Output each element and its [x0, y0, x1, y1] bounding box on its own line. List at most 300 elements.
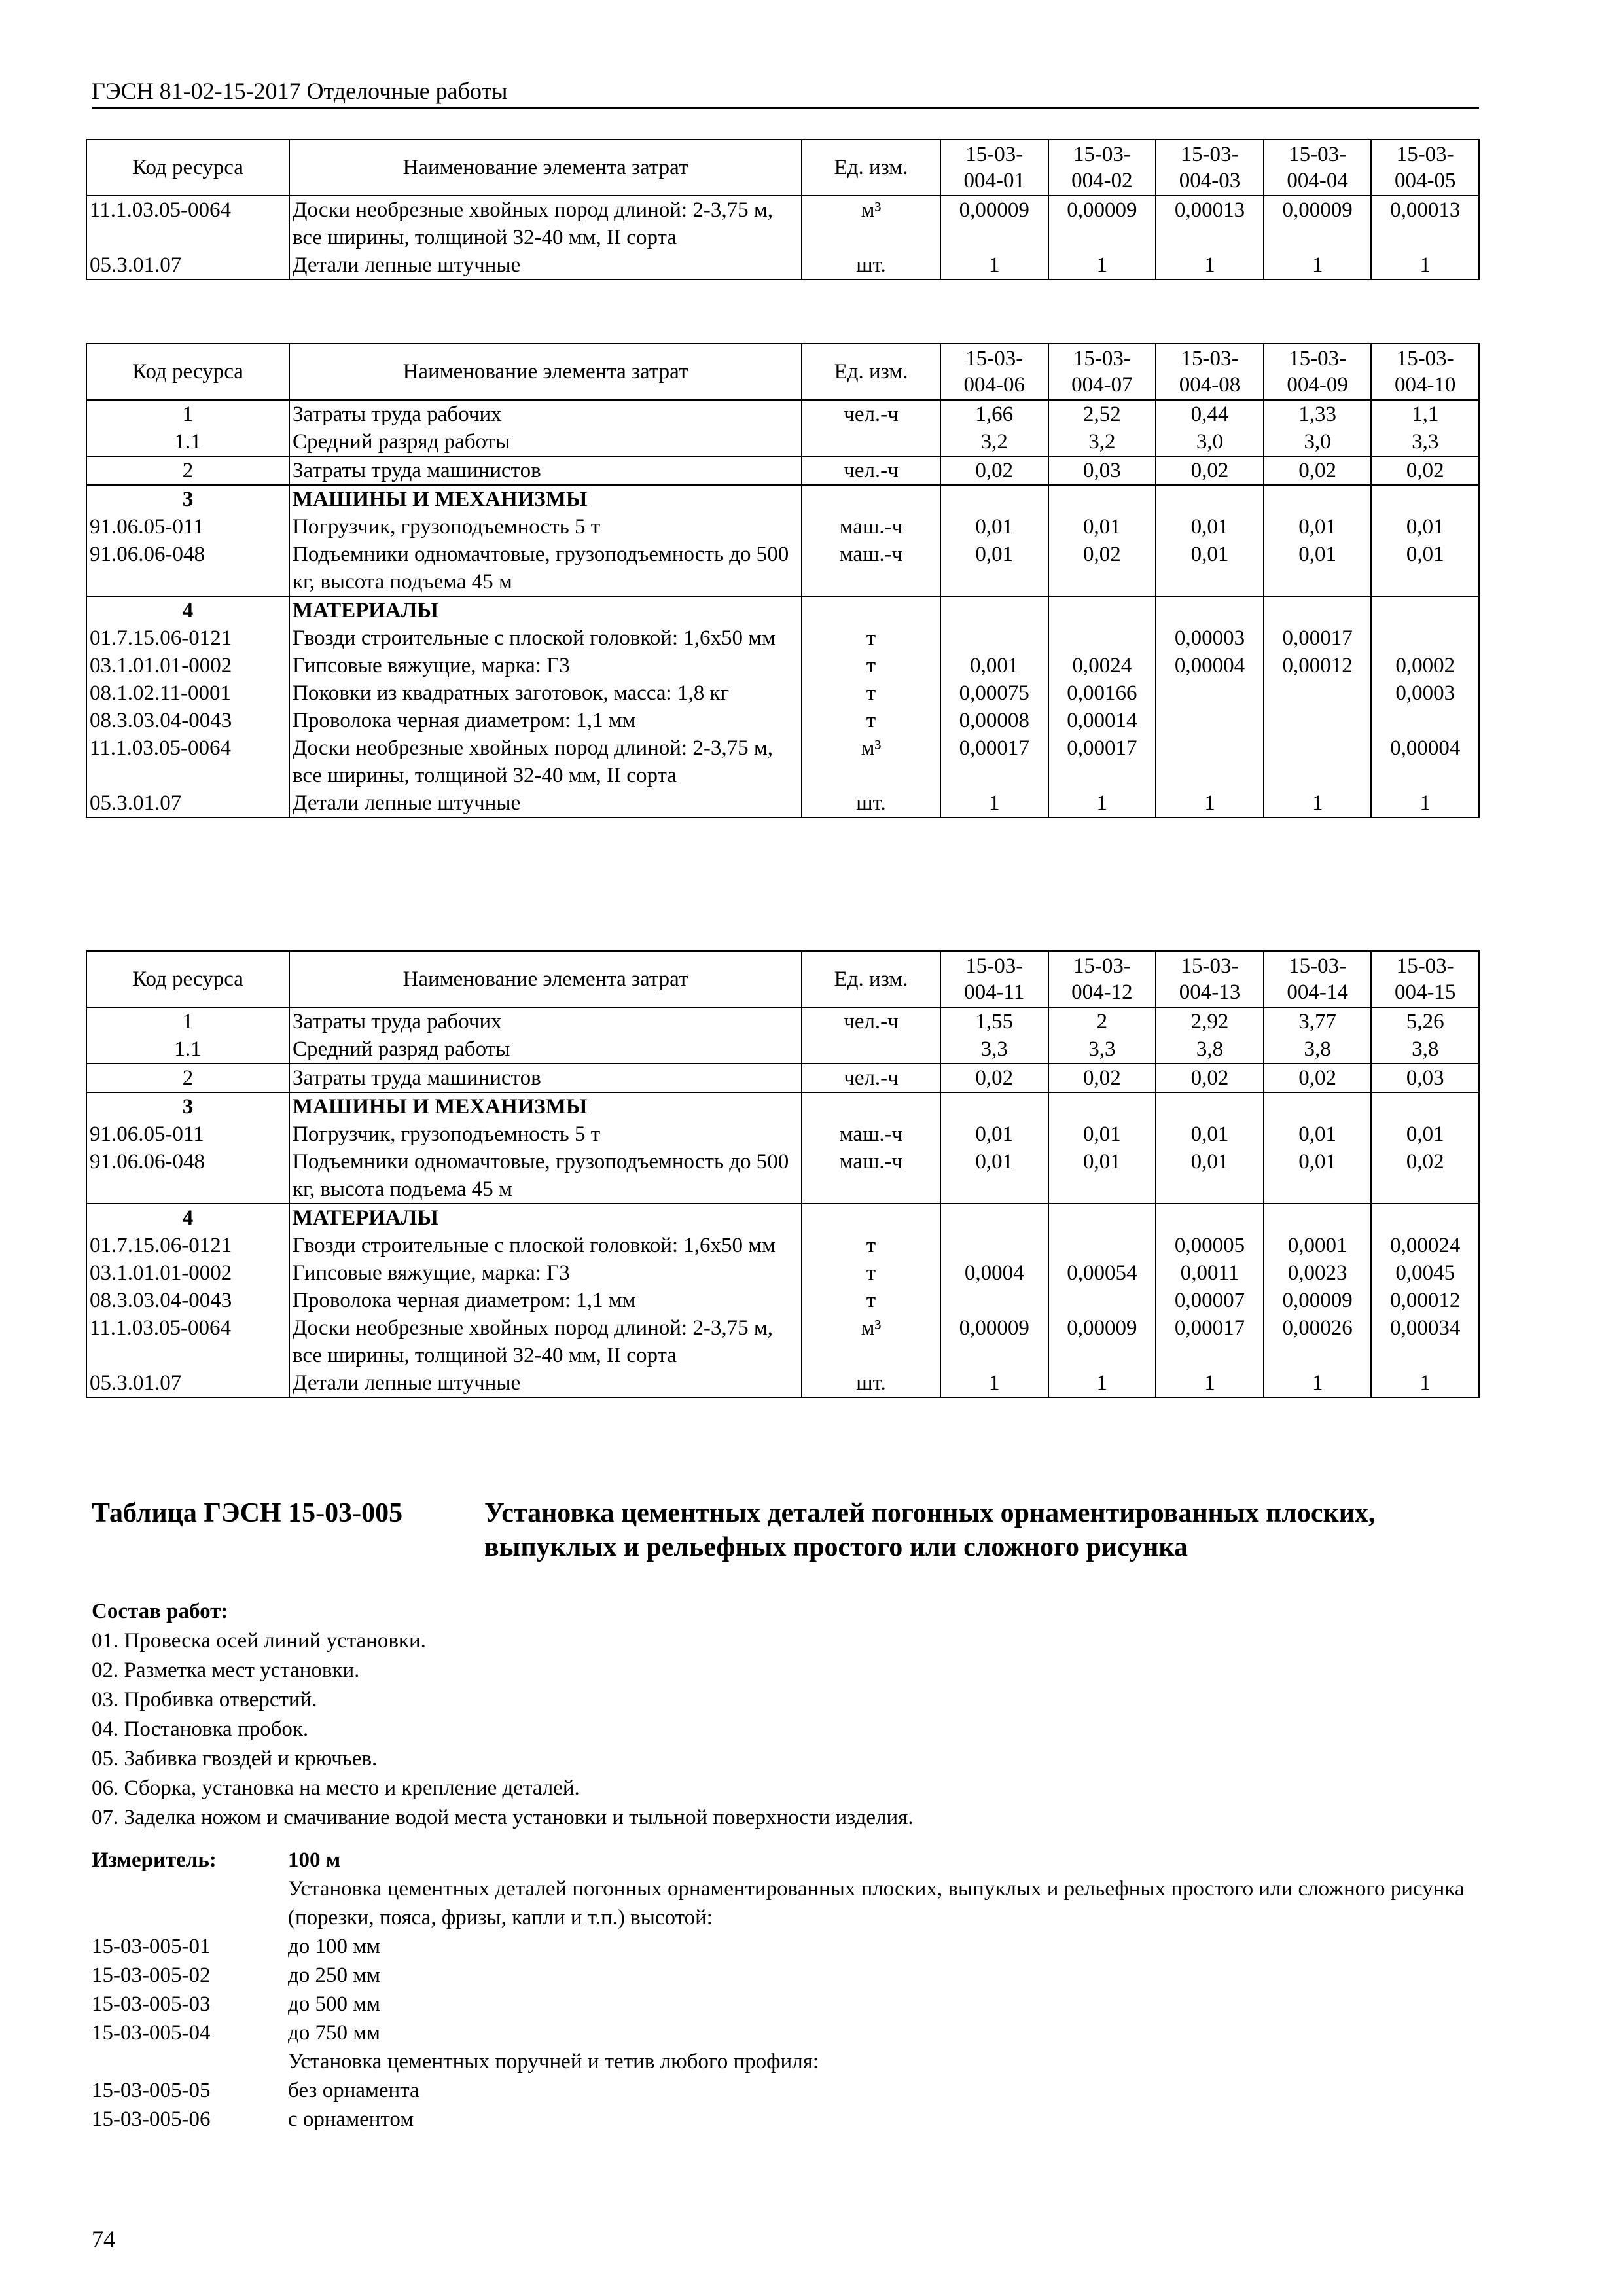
resource-unit — [802, 428, 940, 456]
norm-value — [1264, 596, 1372, 624]
norm-value: 1 — [1048, 1369, 1156, 1397]
resource-unit: шт. — [802, 789, 940, 817]
norm-value: 0,001 — [940, 652, 1048, 679]
norm-value: 0,01 — [1371, 541, 1479, 596]
norm-code: 15-03-005-06 — [92, 2108, 211, 2131]
resource-name: Гипсовые вяжущие, марка: Г3 — [289, 652, 802, 679]
norm-value: 0,01 — [1264, 513, 1372, 541]
norm-value: 0,00012 — [1264, 652, 1372, 679]
resource-unit: чел.-ч — [802, 1007, 940, 1035]
resource-code: 11.1.03.05-0064 — [86, 734, 289, 789]
resource-name: Гвозди строительные с плоской головкой: 1,6x50 мм — [289, 624, 802, 652]
table-header-row — [86, 344, 1479, 400]
norm-value — [940, 1287, 1048, 1314]
measure-row — [92, 1932, 1479, 1961]
table-row — [86, 1064, 1479, 1092]
measure-header — [92, 1846, 1479, 1874]
work-item: 06. Сборка, установка на место и крепление деталей. — [92, 1776, 580, 1800]
norm-description: до 250 мм — [288, 1964, 381, 1987]
norm-value: 0,00012 — [1371, 1287, 1479, 1314]
norm-value: 0,00004 — [1371, 734, 1479, 789]
resource-name: Доски необрезные хвойных пород длиной: 2-3,75 м, все ширины, толщиной 32-40 мм, II сорта — [289, 1314, 802, 1369]
norm-value: 0,02 — [1156, 1064, 1264, 1092]
resource-code: 3 — [86, 1092, 289, 1121]
resource-unit: чел.-ч — [802, 400, 940, 428]
norm-value: 0,02 — [1156, 456, 1264, 485]
resource-unit — [802, 1204, 940, 1232]
norm-value: 0,01 — [1048, 1148, 1156, 1204]
norm-value: 3,8 — [1371, 1035, 1479, 1064]
norm-value — [1048, 1287, 1156, 1314]
norm-value: 0,00003 — [1156, 624, 1264, 652]
resource-code: 05.3.01.07 — [86, 251, 289, 279]
norm-value: 0,01 — [1156, 541, 1264, 596]
norm-value: 0,02 — [1048, 541, 1156, 596]
norm-value: 0,02 — [940, 1064, 1048, 1092]
norm-value: 2,92 — [1156, 1007, 1264, 1035]
norm-code: 15-03-005-04 — [92, 2021, 211, 2045]
table-row — [86, 596, 1479, 624]
resource-name: Средний разряд работы — [289, 1035, 802, 1064]
norm-value: 0,02 — [1048, 1064, 1156, 1092]
norm-value — [1264, 485, 1372, 513]
norm-value: 0,00009 — [1264, 1287, 1372, 1314]
norm-value: 0,00005 — [1156, 1232, 1264, 1259]
norm-value: 0,02 — [1371, 456, 1479, 485]
norm-value — [1156, 1092, 1264, 1121]
norm-header: 15-03- 004-05 — [1371, 139, 1479, 196]
measure-row — [92, 2047, 1479, 2076]
resource-unit — [802, 1092, 940, 1121]
norm-value — [1264, 1204, 1372, 1232]
work-item: 02. Разметка мест установки. — [92, 1659, 360, 1682]
norm-value: 0,0003 — [1371, 679, 1479, 707]
resource-unit — [802, 596, 940, 624]
work-composition-heading: Состав работ: — [92, 1600, 228, 1623]
norm-description: Установка цементных деталей погонных орнаментированных плоских, выпуклых и рельефных простого или сложного рисунка (порезки, пояса, фризы, капли и т.п.) высотой: — [288, 1877, 1465, 1929]
table-row — [86, 1259, 1479, 1287]
norm-value: 1,1 — [1371, 400, 1479, 428]
resource-name: Гипсовые вяжущие, марка: Г3 — [289, 1259, 802, 1287]
norm-value — [1156, 1204, 1264, 1232]
resource-unit: т — [802, 652, 940, 679]
norm-value: 1,33 — [1264, 400, 1372, 428]
norm-value: 0,0004 — [940, 1259, 1048, 1287]
norm-value: 0,02 — [1371, 1148, 1479, 1204]
work-item: 07. Заделка ножом и смачивание водой места установки и тыльной поверхности изделия. — [92, 1806, 914, 1829]
norm-header: 15-03- 004-13 — [1156, 951, 1264, 1007]
norm-value: 0,00004 — [1156, 652, 1264, 679]
measure-row — [92, 2076, 1479, 2105]
norm-value — [940, 624, 1048, 652]
resource-code: 1.1 — [86, 1035, 289, 1064]
norm-code — [92, 1874, 288, 1932]
resource-table-004-06-10 — [86, 343, 1480, 818]
norm-value: 0,0023 — [1264, 1259, 1372, 1287]
norm-value: 1 — [1156, 1369, 1264, 1397]
table-row — [86, 624, 1479, 652]
norm-value: 0,01 — [1156, 513, 1264, 541]
norm-value: 0,01 — [1371, 1121, 1479, 1148]
norm-code: 15-03-005-01 — [92, 1935, 211, 1958]
norm-value: 0,0002 — [1371, 652, 1479, 679]
resource-unit: шт. — [802, 1369, 940, 1397]
table-header-row — [86, 139, 1479, 196]
norm-description: до 100 мм — [288, 1935, 381, 1958]
resource-code: 4 — [86, 1204, 289, 1232]
norm-header: 15-03- 004-06 — [940, 344, 1048, 400]
resource-unit: т — [802, 1232, 940, 1259]
norm-description: с орнаментом — [288, 2108, 414, 2131]
norm-value — [1371, 1092, 1479, 1121]
resource-unit: т — [802, 679, 940, 707]
norm-header: 15-03- 004-09 — [1264, 344, 1372, 400]
code-header: Код ресурса — [86, 344, 289, 400]
norm-value: 1 — [940, 251, 1048, 279]
norm-value: 1 — [1048, 251, 1156, 279]
resource-name: Подъемники одномачтовые, грузоподъемность до 500 кг, высота подъема 45 м — [289, 541, 802, 596]
norm-value: 0,00013 — [1371, 196, 1479, 251]
norm-value: 0,03 — [1048, 456, 1156, 485]
table-row — [86, 1232, 1479, 1259]
resource-code: 91.06.05-011 — [86, 513, 289, 541]
resource-name: Поковки из квадратных заготовок, масса: 1,8 кг — [289, 679, 802, 707]
table-row — [86, 652, 1479, 679]
resource-name: Затраты труда машинистов — [289, 1064, 802, 1092]
table-row — [86, 456, 1479, 485]
norm-value: 0,0001 — [1264, 1232, 1372, 1259]
name-header: Наименование элемента затрат — [289, 139, 802, 196]
norm-value: 2 — [1048, 1007, 1156, 1035]
norm-value: 3,3 — [1371, 428, 1479, 456]
resource-unit: м³ — [802, 734, 940, 789]
name-header: Наименование элемента затрат — [289, 951, 802, 1007]
work-item: 03. Пробивка отверстий. — [92, 1688, 317, 1712]
norm-value: 0,00008 — [940, 707, 1048, 734]
norm-value — [1371, 1204, 1479, 1232]
norm-value — [1048, 1232, 1156, 1259]
measure-row — [92, 2018, 1479, 2047]
norm-code: 15-03-005-03 — [92, 1992, 211, 2016]
table-row — [86, 1035, 1479, 1064]
resource-name: Погрузчик, грузоподъемность 5 т — [289, 513, 802, 541]
norm-value: 0,01 — [1048, 513, 1156, 541]
resource-name: Затраты труда машинистов — [289, 456, 802, 485]
norm-value: 1 — [1264, 251, 1372, 279]
code-header: Код ресурса — [86, 139, 289, 196]
norm-value — [1264, 707, 1372, 734]
norm-value: 0,01 — [1371, 513, 1479, 541]
table-row — [86, 196, 1479, 251]
table-row — [86, 1204, 1479, 1232]
norm-header: 15-03- 004-11 — [940, 951, 1048, 1007]
norm-value: 0,02 — [1264, 456, 1372, 485]
table-row — [86, 400, 1479, 428]
unit-header: Ед. изм. — [802, 951, 940, 1007]
resource-unit: маш.-ч — [802, 1121, 940, 1148]
norm-value: 1 — [1048, 789, 1156, 817]
norm-value — [1156, 596, 1264, 624]
resource-name: Затраты труда рабочих — [289, 400, 802, 428]
norm-value: 0,44 — [1156, 400, 1264, 428]
norm-value: 0,00009 — [940, 196, 1048, 251]
norm-value: 3,3 — [940, 1035, 1048, 1064]
resource-name: Доски необрезные хвойных пород длиной: 2-3,75 м, все ширины, толщиной 32-40 мм, II сорта — [289, 734, 802, 789]
norm-value: 0,00013 — [1156, 196, 1264, 251]
norm-code: 15-03-005-05 — [92, 2079, 211, 2102]
norm-value: 1 — [1371, 1369, 1479, 1397]
norm-value: 0,00009 — [1048, 1314, 1156, 1369]
norm-value: 3,2 — [1048, 428, 1156, 456]
norm-header: 15-03- 004-15 — [1371, 951, 1479, 1007]
norm-value — [1156, 485, 1264, 513]
norm-value: 0,00017 — [1048, 734, 1156, 789]
norm-value: 1 — [1156, 789, 1264, 817]
resource-unit: маш.-ч — [802, 541, 940, 596]
norm-value: 0,0045 — [1371, 1259, 1479, 1287]
norm-value: 1 — [1371, 251, 1479, 279]
norm-value — [1264, 679, 1372, 707]
norm-value — [1048, 485, 1156, 513]
resource-unit: т — [802, 1287, 940, 1314]
resource-code: 2 — [86, 1064, 289, 1092]
norm-value: 2,52 — [1048, 400, 1156, 428]
resource-unit: шт. — [802, 251, 940, 279]
norm-value — [1371, 596, 1479, 624]
resource-name: МАШИНЫ И МЕХАНИЗМЫ — [289, 1092, 802, 1121]
norm-value: 0,02 — [940, 456, 1048, 485]
name-header: Наименование элемента затрат — [289, 344, 802, 400]
norm-value: 0,0011 — [1156, 1259, 1264, 1287]
norm-header: 15-03- 004-14 — [1264, 951, 1372, 1007]
norm-value: 0,01 — [940, 1121, 1048, 1148]
norm-value: 0,01 — [1156, 1121, 1264, 1148]
resource-code: 91.06.05-011 — [86, 1121, 289, 1148]
resource-code: 08.3.03.04-0043 — [86, 707, 289, 734]
norm-value — [1264, 1092, 1372, 1121]
table-row — [86, 1287, 1479, 1314]
norm-description: без орнамента — [288, 2079, 419, 2102]
resource-name: Затраты труда рабочих — [289, 1007, 802, 1035]
norm-value: 3,8 — [1264, 1035, 1372, 1064]
resource-unit: чел.-ч — [802, 456, 940, 485]
norm-value: 0,01 — [1048, 1121, 1156, 1148]
norm-code: 15-03-005-02 — [92, 1964, 211, 1987]
resource-unit: маш.-ч — [802, 513, 940, 541]
norm-header: 15-03- 004-10 — [1371, 344, 1479, 400]
table-row — [86, 734, 1479, 789]
resource-code: 05.3.01.07 — [86, 1369, 289, 1397]
norm-value: 0,00017 — [1264, 624, 1372, 652]
resource-code: 91.06.06-048 — [86, 541, 289, 596]
table-row — [86, 541, 1479, 596]
unit-header: Ед. изм. — [802, 344, 940, 400]
norm-value — [1156, 679, 1264, 707]
resource-unit — [802, 1035, 940, 1064]
norm-value: 0,01 — [1264, 541, 1372, 596]
table-row — [86, 513, 1479, 541]
measure-row — [92, 1874, 1479, 1932]
norm-value — [1156, 734, 1264, 789]
table-row — [86, 1092, 1479, 1121]
norm-value — [1156, 707, 1264, 734]
norm-value: 1,66 — [940, 400, 1048, 428]
norm-value: 3,8 — [1156, 1035, 1264, 1064]
resource-code: 03.1.01.01-0002 — [86, 1259, 289, 1287]
norm-header: 15-03- 004-03 — [1156, 139, 1264, 196]
norm-value: 1 — [940, 1369, 1048, 1397]
resource-unit: м³ — [802, 1314, 940, 1369]
work-composition — [92, 1597, 1479, 1833]
resource-name: МАТЕРИАЛЫ — [289, 1204, 802, 1232]
resource-code: 03.1.01.01-0002 — [86, 652, 289, 679]
unit-header: Ед. изм. — [802, 139, 940, 196]
table-header-row — [86, 951, 1479, 1007]
norm-header: 15-03- 004-12 — [1048, 951, 1156, 1007]
table-row — [86, 485, 1479, 513]
resource-code: 08.3.03.04-0043 — [86, 1287, 289, 1314]
norm-value: 1 — [1264, 789, 1372, 817]
work-item: 01. Провеска осей линий установки. — [92, 1629, 426, 1653]
resource-unit: маш.-ч — [802, 1148, 940, 1204]
norm-value: 3,3 — [1048, 1035, 1156, 1064]
norm-value — [1371, 485, 1479, 513]
norm-header: 15-03- 004-08 — [1156, 344, 1264, 400]
work-item: 05. Забивка гвоздей и крючьев. — [92, 1747, 378, 1770]
table-row — [86, 1369, 1479, 1397]
norm-value — [940, 1204, 1048, 1232]
norm-value — [940, 596, 1048, 624]
resource-code: 91.06.06-048 — [86, 1148, 289, 1204]
norm-header: 15-03- 004-07 — [1048, 344, 1156, 400]
resource-code: 05.3.01.07 — [86, 789, 289, 817]
work-item: 04. Постановка пробок. — [92, 1717, 309, 1741]
resource-unit: т — [802, 1259, 940, 1287]
norm-value — [1048, 1092, 1156, 1121]
norm-code — [92, 2047, 288, 2076]
norm-value: 0,00075 — [940, 679, 1048, 707]
norm-value: 3,0 — [1264, 428, 1372, 456]
norm-value — [1048, 624, 1156, 652]
norm-header: 15-03- 004-04 — [1264, 139, 1372, 196]
norm-value: 3,0 — [1156, 428, 1264, 456]
norm-value: 3,2 — [940, 428, 1048, 456]
norm-value: 0,01 — [940, 541, 1048, 596]
norm-value: 0,00054 — [1048, 1259, 1156, 1287]
norm-value: 0,00034 — [1371, 1314, 1479, 1369]
resource-name: Гвозди строительные с плоской головкой: 1,6x50 мм — [289, 1232, 802, 1259]
norm-header: 15-03- 004-01 — [940, 139, 1048, 196]
resource-name: Погрузчик, грузоподъемность 5 т — [289, 1121, 802, 1148]
resource-code: 2 — [86, 456, 289, 485]
norm-value: 0,01 — [1156, 1148, 1264, 1204]
resource-unit: м³ — [802, 196, 940, 251]
resource-code: 11.1.03.05-0064 — [86, 196, 289, 251]
resource-code: 3 — [86, 485, 289, 513]
resource-code: 1 — [86, 400, 289, 428]
norm-value: 1,55 — [940, 1007, 1048, 1035]
measure-unit: 100 м — [288, 1848, 341, 1872]
norm-value: 0,00026 — [1264, 1314, 1372, 1369]
resource-name: Детали лепные штучные — [289, 1369, 802, 1397]
norm-value: 0,00007 — [1156, 1287, 1264, 1314]
norm-value — [940, 1092, 1048, 1121]
norm-description: до 500 мм — [288, 1992, 381, 2016]
norm-value — [1371, 624, 1479, 652]
resource-code: 11.1.03.05-0064 — [86, 1314, 289, 1369]
norm-value: 0,00014 — [1048, 707, 1156, 734]
norm-value: 0,01 — [940, 513, 1048, 541]
norm-description: до 750 мм — [288, 2021, 381, 2045]
norm-value: 5,26 — [1371, 1007, 1479, 1035]
resource-name: Детали лепные штучные — [289, 251, 802, 279]
norm-value: 3,77 — [1264, 1007, 1372, 1035]
norm-value: 1 — [1156, 251, 1264, 279]
resource-code: 01.7.15.06-0121 — [86, 1232, 289, 1259]
resource-name: Проволока черная диаметром: 1,1 мм — [289, 1287, 802, 1314]
norm-header: 15-03- 004-02 — [1048, 139, 1156, 196]
resource-code: 01.7.15.06-0121 — [86, 624, 289, 652]
norm-value: 1 — [1264, 1369, 1372, 1397]
norm-value: 0,00166 — [1048, 679, 1156, 707]
resource-name: Доски необрезные хвойных пород длиной: 2-3,75 м, все ширины, толщиной 32-40 мм, II сорта — [289, 196, 802, 251]
section-title-text: Установка цементных деталей погонных орнаментированных плоских, выпуклых и рельефных простого или сложного рисунка — [484, 1498, 1376, 1562]
table-row — [86, 789, 1479, 817]
norm-value — [1264, 734, 1372, 789]
resource-name: Детали лепные штучные — [289, 789, 802, 817]
page-header-title: ГЭСН 81-02-15-2017 Отделочные работы — [92, 78, 508, 104]
resource-code: 4 — [86, 596, 289, 624]
table-row — [86, 1121, 1479, 1148]
code-header: Код ресурса — [86, 951, 289, 1007]
norm-value — [940, 1232, 1048, 1259]
resource-unit: т — [802, 624, 940, 652]
norm-value: 0,02 — [1264, 1064, 1372, 1092]
norm-value: 0,01 — [1264, 1148, 1372, 1204]
norm-value: 0,00017 — [940, 734, 1048, 789]
norm-value — [1048, 1204, 1156, 1232]
table-row — [86, 428, 1479, 456]
measure-row — [92, 1961, 1479, 1990]
norm-value — [1371, 707, 1479, 734]
norm-value: 0,01 — [1264, 1121, 1372, 1148]
resource-unit: чел.-ч — [802, 1064, 940, 1092]
norm-value — [940, 485, 1048, 513]
norm-description: Установка цементных поручней и тетив любого профиля: — [288, 2050, 819, 2073]
resource-name: Проволока черная диаметром: 1,1 мм — [289, 707, 802, 734]
norm-value: 0,00017 — [1156, 1314, 1264, 1369]
resource-code: 1 — [86, 1007, 289, 1035]
resource-name: Подъемники одномачтовые, грузоподъемность до 500 кг, высота подъема 45 м — [289, 1148, 802, 1204]
norm-value: 0,0024 — [1048, 652, 1156, 679]
resource-code: 08.1.02.11-0001 — [86, 679, 289, 707]
norm-value — [1048, 596, 1156, 624]
section-title-label: Таблица ГЭСН 15-03-005 — [92, 1498, 403, 1528]
resource-name: МАТЕРИАЛЫ — [289, 596, 802, 624]
table-row — [86, 679, 1479, 707]
measure-row — [92, 2105, 1479, 2134]
norm-value: 0,00009 — [1264, 196, 1372, 251]
measure-block — [92, 1846, 1479, 2134]
table-row — [86, 1314, 1479, 1369]
measure-row — [92, 1990, 1479, 2018]
resource-table-004-11-15 — [86, 950, 1480, 1398]
table-row — [86, 1148, 1479, 1204]
norm-value: 0,01 — [940, 1148, 1048, 1204]
resource-table-004-01-05 — [86, 139, 1480, 280]
page-number: 74 — [92, 2226, 115, 2252]
table-row — [86, 251, 1479, 279]
